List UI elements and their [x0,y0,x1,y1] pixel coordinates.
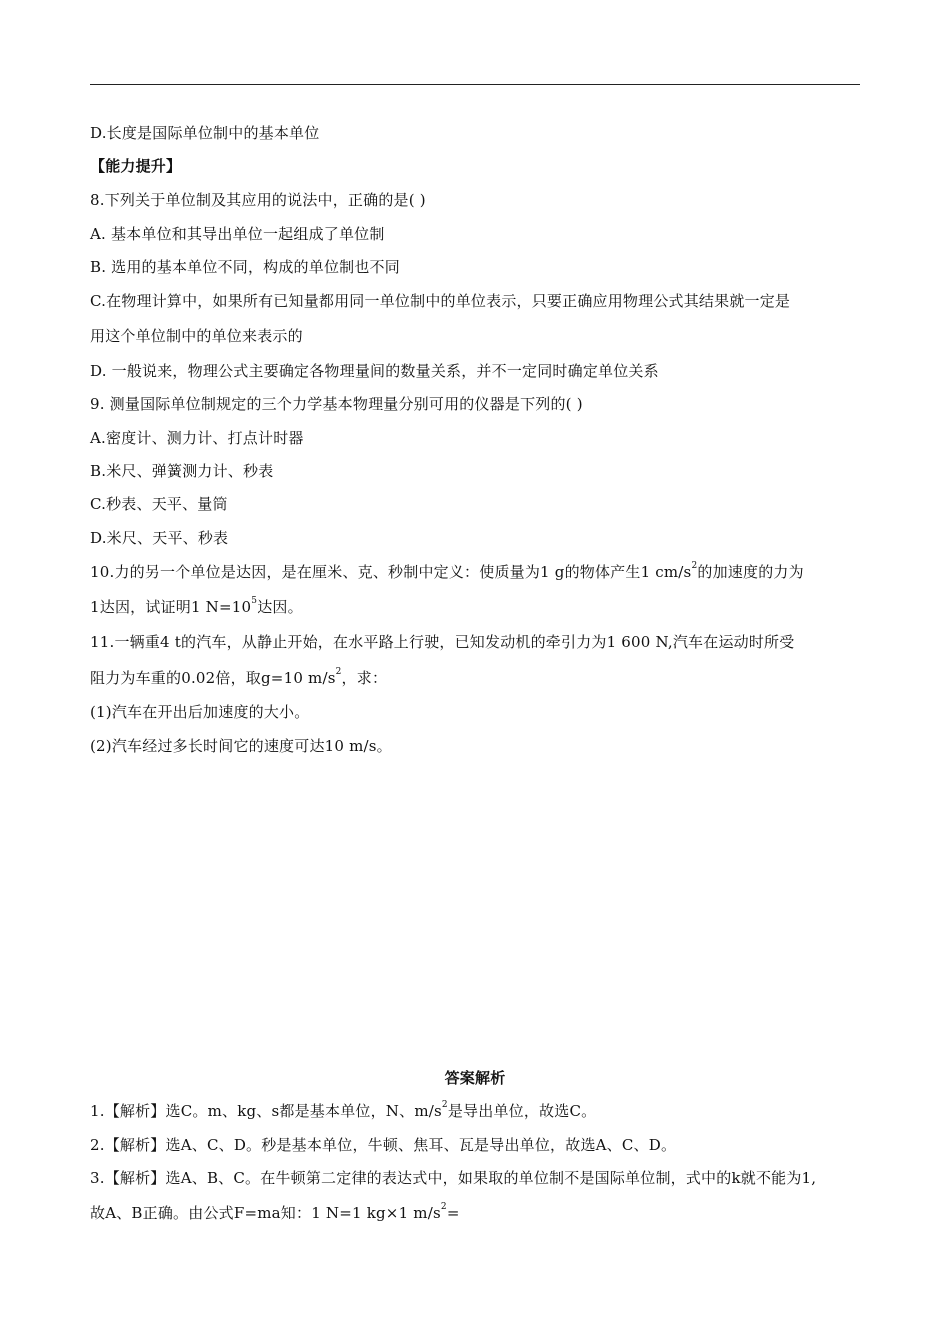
q10-line2-text-end: 达因。 [257,598,303,616]
answer-3-line1: 3.【解析】选A、B、C。在牛顿第二定律的表达式中，如果取的单位制不是国际单位制，式中的k就不能为1, [90,1169,817,1187]
answers-title: 答案解析 [444,1069,506,1087]
q9-option-b: B.米尺、弹簧测力计、秒表 [90,462,274,480]
q8-stem: 8.下列关于单位制及其应用的说法中，正确的是( ) [90,191,426,209]
answer-2: 2.【解析】选A、C、D。秒是基本单位，牛顿、焦耳、瓦是导出单位，故选A、C、D。 [90,1136,677,1154]
superscript: 2 [335,667,342,677]
q9-option-d: D.米尺、天平、秒表 [90,529,229,547]
q11-line2-text-end: ，求： [341,669,388,687]
superscript: 2 [691,561,698,571]
q10-line2-text: 1达因，试证明1 N=10 [90,598,252,616]
q9-stem: 9. 测量国际单位制规定的三个力学基本物理量分别可用的仪器是下列的( ) [90,395,583,413]
q8-option-c-line1: C.在物理计算中，如果所有已知量都用同一单位制中的单位表示，只要正确应用物理公式其结果就一定是 [90,292,791,310]
q10-line1 [90,562,804,582]
superscript: 2 [440,1202,447,1212]
q9-option-a: A.密度计、测力计、打点计时器 [90,429,304,447]
q10-line1-text: 10.力的另一个单位是达因，是在厘米、克、秒制中定义：使质量为1 g的物体产生1 cm/s [90,563,692,581]
q8-option-a: A. 基本单位和其导出单位一起组成了单位制 [90,225,385,243]
q11-part1: (1)汽车在开出后加速度的大小。 [90,703,310,721]
q11-part2: (2)汽车经过多长时间它的速度可达10 m/s。 [90,737,392,755]
q10-line1-text-end: 的加速度的力为 [697,563,804,581]
answer-1 [90,1101,596,1121]
q7-option-d: D.长度是国际单位制中的基本单位 [90,124,320,142]
answer-3-line2-text-end: = [446,1204,460,1222]
answer-1-text: 1.【解析】选C。m、kg、s都是基本单位，N、m/s [90,1102,442,1120]
answer-1-text-end: 是导出单位，故选C。 [447,1102,597,1120]
answer-3-line2 [90,1203,460,1223]
q8-option-d: D. 一般说来，物理公式主要确定各物理量间的数量关系，并不一定同时确定单位关系 [90,362,659,380]
answer-3-line2-text: 故A、B正确。由公式F=ma知：1 N=1 kg×1 m/s [90,1204,441,1222]
superscript: 5 [251,596,258,606]
q11-line1: 11.一辆重4 t的汽车，从静止开始，在水平路上行驶，已知发动机的牵引力为1 600 N,汽车在运动时所受 [90,633,795,651]
section-heading: 【能力提升】 [90,157,182,175]
superscript: 2 [441,1100,448,1110]
q9-option-c: C.秒表、天平、量筒 [90,495,228,513]
q8-option-b: B. 选用的基本单位不同，构成的单位制也不同 [90,258,400,276]
q10-line2 [90,597,303,617]
q11-line2-text: 阻力为车重的0.02倍，取g=10 m/s [90,669,336,687]
q11-line2 [90,668,387,688]
header-rule [90,84,860,85]
q8-option-c-line2: 用这个单位制中的单位来表示的 [90,327,303,345]
